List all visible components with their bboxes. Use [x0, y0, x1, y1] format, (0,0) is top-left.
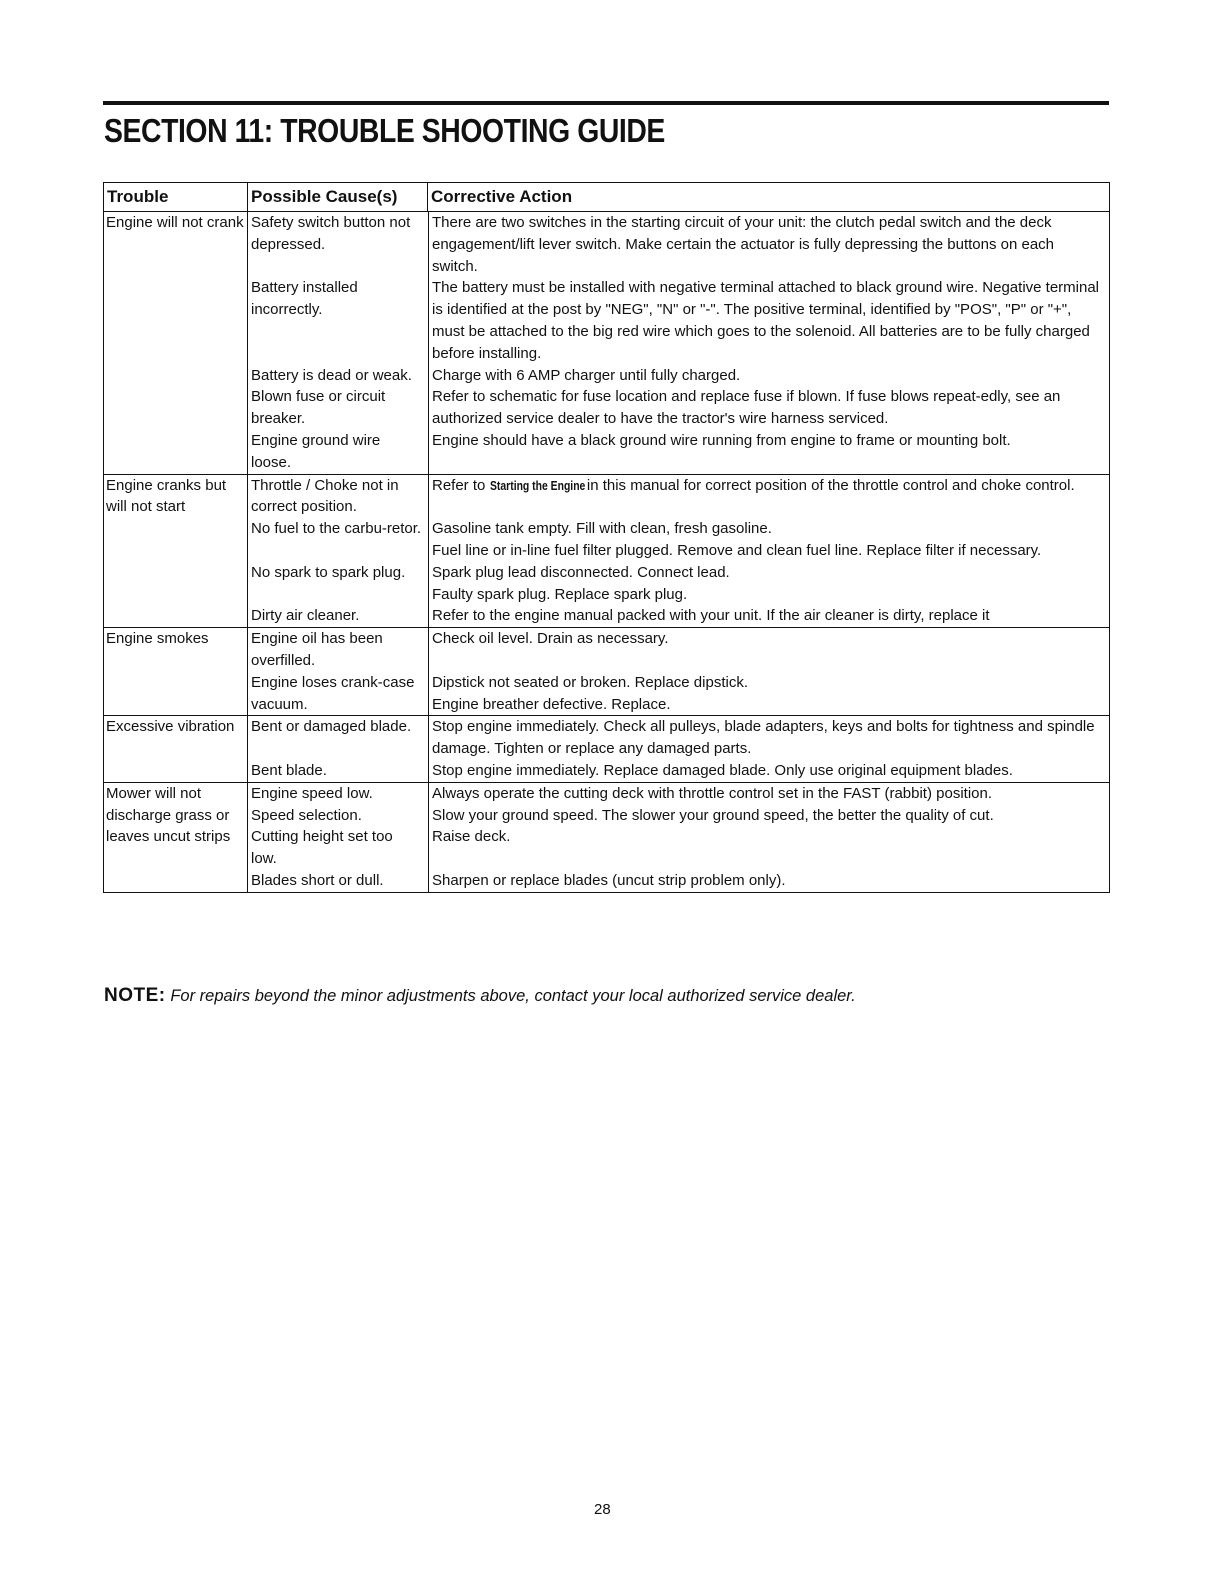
action-cell	[428, 826, 1109, 870]
action-cell	[428, 783, 1109, 805]
action-cell	[428, 386, 1109, 430]
cause-row	[248, 475, 1109, 519]
cause-row	[248, 212, 1109, 277]
cause-row	[248, 672, 1109, 716]
action-text: Stop engine immediately. Replace damaged blade. Only use original equipment blades.	[432, 761, 1013, 779]
cause-row	[248, 365, 1109, 387]
cause-cell: No spark to spark plug.	[251, 563, 406, 581]
action-text: Stop engine immediately. Check all pulleys, blade adapters, keys and bolts for tightness and spindle damage. Tighten or replace any damaged parts.	[432, 718, 1095, 758]
cause-row	[248, 277, 1109, 364]
trouble-cell: Mower will not discharge grass or leaves uncut strips	[106, 784, 231, 846]
cause-cell: Throttle / Choke not in correct position.	[251, 476, 399, 516]
action-text: Engine should have a black ground wire running from engine to frame or mounting bolt.	[432, 431, 1011, 449]
page-number: 28	[594, 1501, 611, 1518]
section-reference: Starting the Engine	[489, 477, 585, 493]
cause-cell: Blown fuse or circuit breaker.	[251, 388, 386, 428]
cause-row	[248, 386, 1109, 430]
page-title: SECTION 11: TROUBLE SHOOTING GUIDE	[104, 112, 665, 149]
action-cell	[428, 628, 1109, 672]
action-cell	[428, 605, 1109, 627]
table-row	[104, 716, 1109, 782]
cause-cell: Dirty air cleaner.	[251, 607, 360, 625]
action-text: Refer to the engine manual packed with your unit. If the air cleaner is dirty, replace it	[432, 607, 990, 625]
cause-row	[248, 716, 1109, 760]
cause-cell: Safety switch button not depressed.	[251, 214, 411, 253]
action-cell	[428, 760, 1109, 782]
causes-group	[247, 475, 1109, 628]
cause-row	[248, 562, 1109, 606]
action-text-post: in this manual for correct position of the throttle control and choke control.	[582, 476, 1075, 494]
cause-cell: Engine loses crank-case vacuum.	[251, 673, 415, 713]
action-cell	[428, 277, 1109, 364]
action-text: Raise deck.	[432, 828, 511, 846]
table-row	[104, 628, 1109, 716]
action-text: Refer to schematic for fuse location and replace fuse if blown. If fuse blows repeat-edly, see an authorized service dealer to have the tractor's wire harness serviced.	[432, 388, 1061, 428]
action-cell	[428, 870, 1109, 892]
causes-group	[247, 783, 1109, 892]
cause-cell: Blades short or dull.	[251, 871, 384, 889]
troubleshooting-table	[103, 182, 1110, 893]
cause-cell: Battery is dead or weak.	[251, 366, 412, 384]
cause-row	[248, 783, 1109, 805]
trouble-cell: Excessive vibration	[106, 718, 235, 736]
action-text	[432, 475, 1103, 497]
action-cell	[428, 672, 1109, 716]
cause-row	[248, 805, 1109, 827]
action-cell	[428, 430, 1109, 474]
causes-group	[247, 212, 1109, 474]
causes-group	[247, 628, 1109, 715]
action-cell	[428, 212, 1109, 277]
action-text: Engine breather defective. Replace.	[432, 695, 671, 713]
action-text: There are two switches in the starting circuit of your unit: the clutch pedal switch and the deck engagement/lift lever switch. Make certain the actuator is fully depressing the buttons on each switch.	[432, 214, 1055, 275]
note-label: NOTE:	[104, 985, 166, 1006]
action-text: Slow your ground speed. The slower your ground speed, the better the quality of cut.	[432, 806, 994, 824]
action-cell	[428, 475, 1109, 519]
cause-cell: Engine ground wire loose.	[251, 431, 381, 471]
table-header	[104, 183, 1109, 212]
title-rule	[103, 101, 1109, 105]
action-cell	[428, 716, 1109, 760]
header-action: Corrective Action	[427, 183, 1109, 211]
cause-row	[248, 760, 1109, 782]
cause-row	[248, 605, 1109, 627]
action-text: Spark plug lead disconnected. Connect lead.	[432, 563, 730, 581]
action-text-pre: Refer to	[432, 476, 490, 494]
cause-row	[248, 430, 1109, 474]
note	[104, 985, 856, 1007]
table-row	[104, 475, 1109, 629]
action-text: Check oil level. Drain as necessary.	[432, 630, 669, 648]
cause-cell: Speed selection.	[251, 806, 362, 824]
header-causes: Possible Cause(s)	[247, 183, 427, 211]
cause-cell: Cutting height set too low.	[251, 828, 393, 868]
cause-row	[248, 826, 1109, 870]
action-text: Faulty spark plug. Replace spark plug.	[432, 585, 688, 603]
action-text: Fuel line or in-line fuel filter plugged. Remove and clean fuel line. Replace filter if necessary.	[432, 541, 1042, 559]
cause-cell: Bent blade.	[251, 761, 327, 779]
cause-row	[248, 518, 1109, 562]
action-cell	[428, 562, 1109, 606]
action-text: Sharpen or replace blades (uncut strip problem only).	[432, 871, 786, 889]
action-text: Dipstick not seated or broken. Replace dipstick.	[432, 673, 748, 691]
table-row	[104, 212, 1109, 475]
cause-cell: Battery installed incorrectly.	[251, 279, 358, 319]
trouble-cell: Engine smokes	[106, 630, 209, 648]
note-text: For repairs beyond the minor adjustments above, contact your local authorized service dealer.	[170, 987, 856, 1005]
cause-cell: Engine oil has been overfilled.	[251, 630, 383, 669]
cause-row	[248, 870, 1109, 892]
action-text: Charge with 6 AMP charger until fully charged.	[432, 366, 741, 384]
header-trouble: Trouble	[107, 187, 169, 206]
causes-group	[247, 716, 1109, 781]
action-cell	[428, 518, 1109, 562]
cause-cell: Bent or damaged blade.	[251, 718, 412, 736]
table-row	[104, 783, 1109, 892]
trouble-cell: Engine cranks but will not start	[106, 476, 227, 516]
action-cell	[428, 805, 1109, 827]
action-text: Gasoline tank empty. Fill with clean, fresh gasoline.	[432, 520, 772, 538]
action-text: The battery must be installed with negative terminal attached to black ground wire. Negative terminal is identified at the post by "NEG", "N" or "-". The positive terminal, identified by "POS", "P" or "+", must be attached to the big red wire which goes to the solenoid. All batteries are to be fully charged before installing.	[432, 279, 1100, 362]
action-cell	[428, 365, 1109, 387]
action-text: Always operate the cutting deck with throttle control set in the FAST (rabbit) position.	[432, 784, 993, 802]
cause-cell: No fuel to the carbu-retor.	[251, 520, 422, 538]
trouble-cell: Engine will not crank	[106, 214, 244, 231]
cause-cell: Engine speed low.	[251, 784, 373, 802]
cause-row	[248, 628, 1109, 672]
